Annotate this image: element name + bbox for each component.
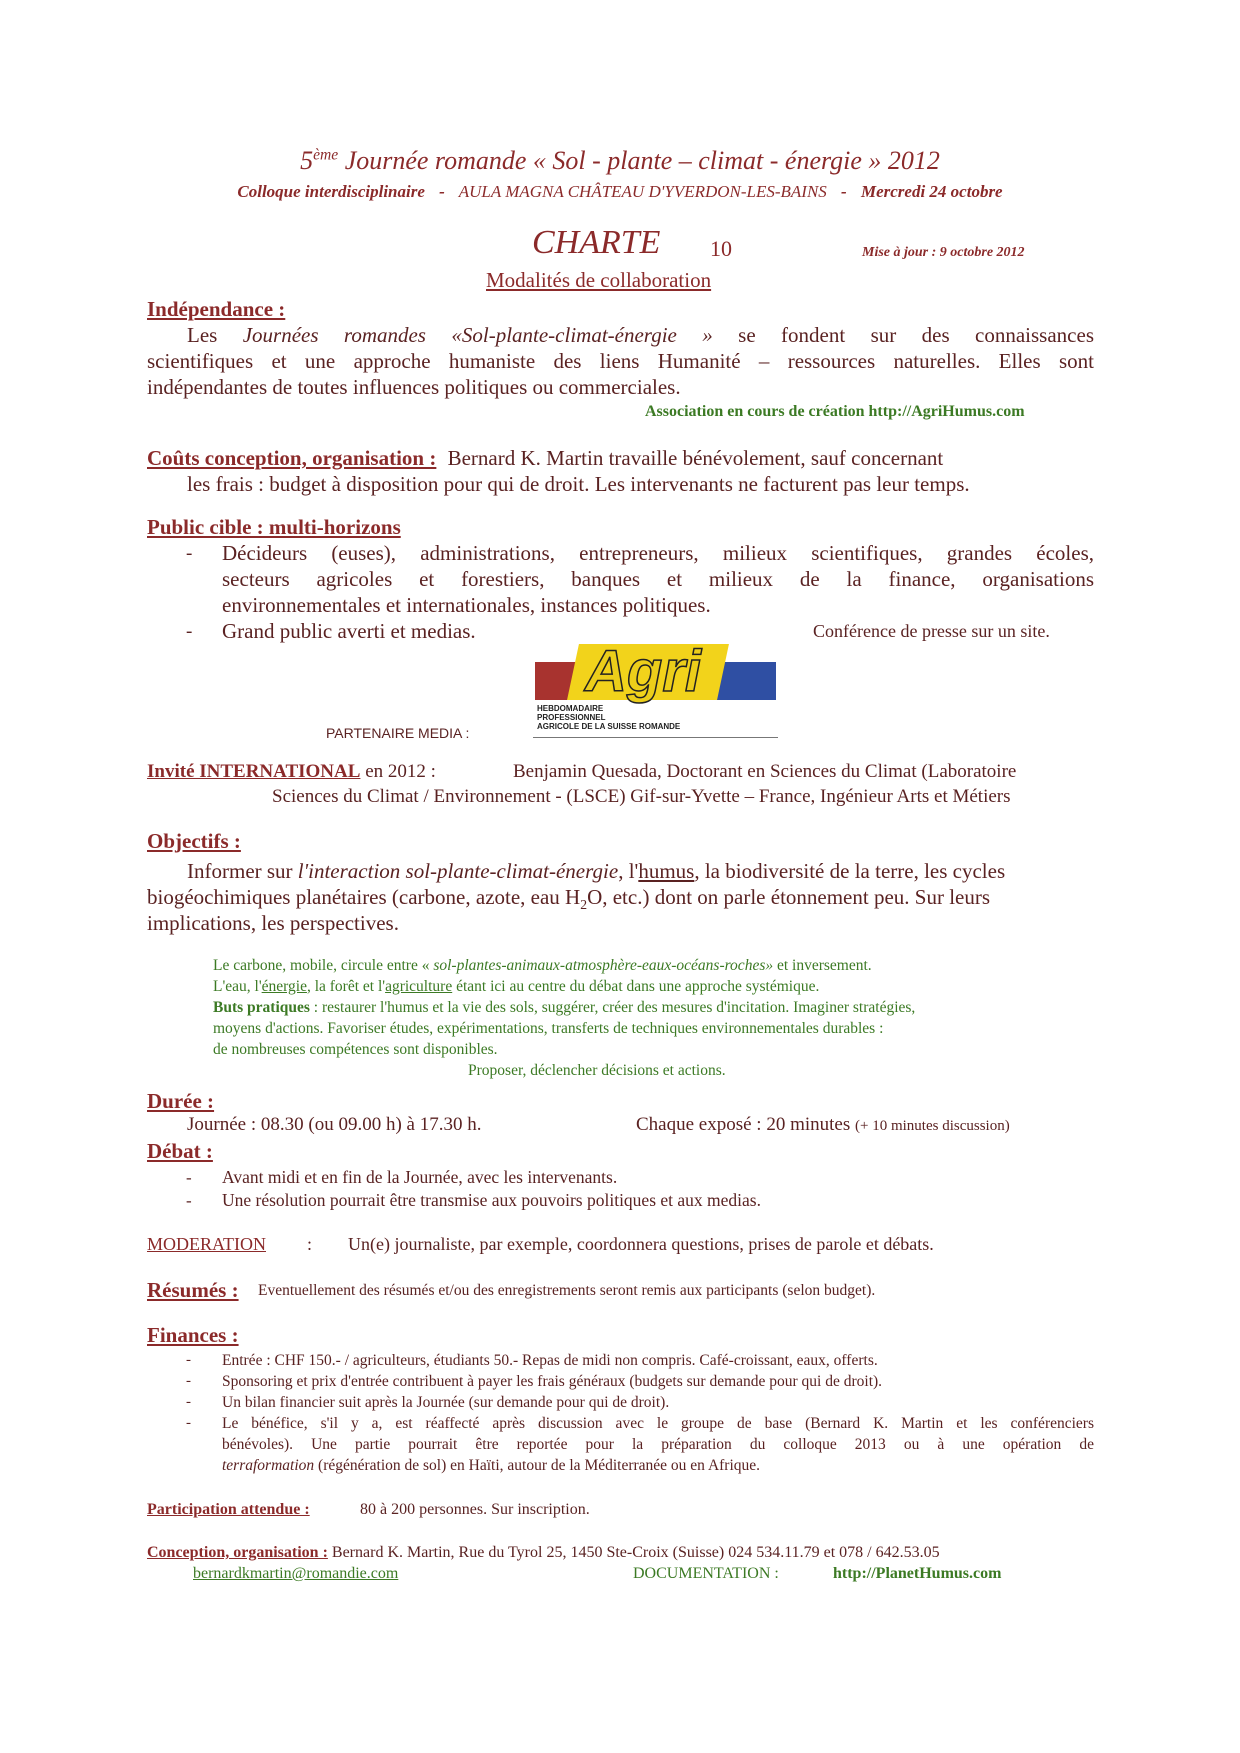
duree-heading: Durée : — [147, 1089, 215, 1113]
independance-line-3: indépendantes de toutes influences politiques ou commerciales. — [147, 375, 681, 399]
finances-item-4-line-1: Le bénéfice, s'il y a, est réaffecté après discussion avec le groupe de base (Bernard K. Martin et les conférenciers — [222, 1415, 1094, 1432]
email-link[interactable]: bernardkmartin@romandie.com — [193, 1565, 399, 1582]
finances-item-4-line-3: terraformation (régénération de sol) en Haïti, autour de la Méditerranée ou en Afrique. — [222, 1457, 761, 1474]
note-line-5: de nombreuses compétences sont disponibles. — [213, 1041, 498, 1058]
media-partner-label: PARTENAIRE MEDIA : — [326, 725, 470, 741]
debat-item-2: Une résolution pourrait être transmise aux pouvoirs politiques et aux medias. — [222, 1190, 761, 1210]
note-line-2: L'eau, l'énergie, la forêt et l'agriculture étant ici au centre du débat dans une approche systémique. — [213, 978, 820, 995]
bullet-dash: - — [186, 621, 193, 642]
duree-journee: Journée : 08.30 (ou 09.00 h) à 17.30 h. — [187, 1114, 482, 1135]
logo-underline — [533, 737, 778, 738]
logo-tagline: HEBDOMADAIRE PROFESSIONNEL AGRICOLE DE LA SUISSE ROMANDE — [537, 704, 681, 731]
conception-line: Conception, organisation : Bernard K. Martin, Rue du Tyrol 25, 1450 Ste-Croix (Suisse) 024 534.11.79 et 078 / 642.53.05 — [147, 1544, 940, 1561]
logo-wordmark: Agri — [585, 639, 701, 704]
agri-logo — [533, 639, 778, 738]
note-line-1: Le carbone, mobile, circule entre « sol-plantes-animaux-atmosphère-eaux-océans-roches» et inversement. — [213, 957, 872, 974]
bullet-dash: - — [186, 1373, 191, 1389]
public-item-1-line-1: Décideurs (euses), administrations, entrepreneurs, milieux scientifiques, grandes écoles, — [222, 541, 1094, 565]
separator: - — [841, 182, 847, 201]
edition-number: 5 — [300, 146, 314, 175]
independance-heading: Indépendance : — [147, 297, 286, 321]
objectifs-heading: Objectifs : — [147, 829, 241, 853]
couts-line-2: les frais : budget à disposition pour qui de droit. Les intervenants ne facturent pas leur temps. — [187, 472, 970, 496]
invite-text-2: Sciences du Climat / Environnement - (LSCE) Gif-sur-Yvette – France, Ingénieur Arts et Métiers — [272, 786, 1011, 807]
duree-expose: Chaque exposé : 20 minutes (+ 10 minutes discussion) — [636, 1114, 1010, 1135]
couts-heading: Coûts conception, organisation : — [147, 446, 437, 470]
bullet-dash: - — [186, 543, 193, 564]
objectifs-line-1: Informer sur l'interaction sol-plante-climat-énergie, l'humus, la biodiversité de la terre, les cycles — [187, 859, 1006, 883]
event-title-text: Journée romande « Sol - plante – climat - énergie » 2012 — [338, 146, 940, 175]
bullet-dash: - — [186, 1352, 191, 1368]
note-line-3: Buts pratiques : restaurer l'humus et la vie des sols, suggérer, créer des mesures d'incitation. Imaginer stratégies, — [213, 999, 916, 1016]
debat-heading: Débat : — [147, 1139, 213, 1163]
moderation-text: Un(e) journaliste, par exemple, coordonnera questions, prises de parole et débats. — [348, 1234, 934, 1254]
participation-text: 80 à 200 personnes. Sur inscription. — [360, 1501, 590, 1518]
moderation-label: MODERATION — [147, 1234, 266, 1254]
bullet-dash: - — [186, 1415, 191, 1431]
documentation-link[interactable]: http://PlanetHumus.com — [833, 1565, 1002, 1582]
bullet-dash: - — [186, 1191, 192, 1210]
public-heading: Public cible : multi-horizons — [147, 515, 401, 539]
public-item-2: Grand public averti et medias. — [222, 619, 476, 643]
objectifs-line-3: implications, les perspectives. — [147, 911, 399, 935]
finances-heading: Finances : — [147, 1323, 239, 1347]
bullet-dash: - — [186, 1394, 191, 1410]
update-date: Mise à jour : 9 octobre 2012 — [862, 245, 1025, 260]
press-note: Conférence de presse sur un site. — [813, 621, 1050, 641]
venue: AULA MAGNA CHÂTEAU D'YVERDON-LES-BAINS — [458, 182, 827, 201]
association-note: Association en cours de création http://AgriHumus.com — [645, 403, 1025, 420]
event-subtitle — [0, 182, 1240, 202]
invite-line-1: Invité INTERNATIONAL en 2012 : — [147, 761, 436, 782]
edition-superscript: ème — [313, 146, 339, 164]
public-item-1-line-3: environnementales et internationales, instances politiques. — [222, 593, 711, 617]
finances-item-2: Sponsoring et prix d'entrée contribuent à payer les frais généraux (budgets sur demande pour qui de droit). — [222, 1373, 883, 1390]
colloque-label: Colloque interdisciplinaire — [237, 182, 425, 201]
independance-line-2: scientifiques et une approche humaniste des liens Humanité – ressources naturelles. Elles sont — [147, 349, 1094, 373]
moderation-colon: : — [307, 1234, 313, 1254]
documentation-label: DOCUMENTATION : — [633, 1565, 779, 1582]
finances-item-3: Un bilan financier suit après la Journée (sur demande pour qui de droit). — [222, 1394, 670, 1411]
note-line-6: Proposer, déclencher décisions et actions. — [468, 1062, 726, 1079]
resumes-text: Eventuellement des résumés et/ou des enregistrements seront remis aux participants (selon budget). — [258, 1282, 876, 1299]
objectifs-line-2: biogéochimiques planétaires (carbone, azote, eau $H_2O$, etc.) dont on parle étonnement peu. Sur leurs — [147, 885, 991, 913]
debat-item-1: Avant midi et en fin de la Journée, avec les intervenants. — [222, 1167, 618, 1187]
charte-title: CHARTE — [532, 224, 661, 261]
participation-heading: Participation attendue : — [147, 1501, 310, 1518]
finances-item-4-line-2: bénévoles). Une partie pourrait être reportée pour la préparation du colloque 2013 ou à une opération de — [222, 1436, 1094, 1453]
resumes-heading: Résumés : — [147, 1278, 239, 1302]
independance-line-1: Les Journées romandes «Sol-plante-climat-énergie » se fondent sur des connaissances — [187, 323, 1094, 347]
conception-heading: Conception, organisation : — [147, 1544, 328, 1561]
charte-number: 10 — [710, 236, 732, 261]
bullet-dash: - — [186, 1168, 192, 1187]
finances-item-1: Entrée : CHF 150.- / agriculteurs, étudiants 50.- Repas de midi non compris. Café-croissant, eaux, offerts. — [222, 1352, 878, 1369]
invite-label: Invité INTERNATIONAL — [147, 761, 361, 782]
event-date: Mercredi 24 octobre — [860, 182, 1003, 201]
note-line-4: moyens d'actions. Favoriser études, expérimentations, transferts de techniques environnementales durables : — [213, 1020, 884, 1037]
public-item-1-line-2: secteurs agricoles et forestiers, banques et milieux de la finance, organisations — [222, 567, 1094, 591]
event-title — [0, 146, 1240, 176]
invite-text-1: Benjamin Quesada, Doctorant en Sciences du Climat (Laboratoire — [513, 761, 1017, 782]
charte-subtitle: Modalités de collaboration — [486, 268, 712, 292]
separator: - — [439, 182, 445, 201]
couts-line-1: Coûts conception, organisation : Bernard K. Martin travaille bénévolement, sauf concernant — [147, 446, 944, 470]
